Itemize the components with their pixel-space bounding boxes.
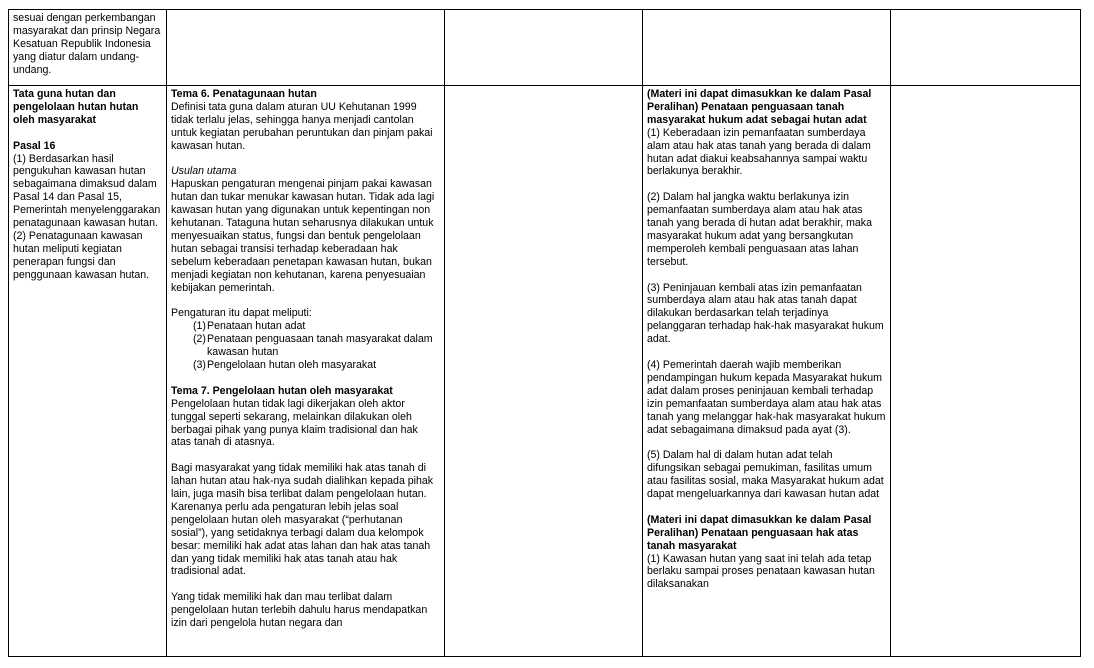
paragraph-bagi: Bagi masyarakat yang tidak memiliki hak atas tanah di lahan hutan atau hak-nya sudah dialihkan kepada pihak lain, juga masih bisa terlibat dalam pengelolaan hutan. Karenanya perlu ada pengaturan lebih jelas soal pengelolaan hutan oleh masyarakat (“perhutanan sosial”), yang setidaknya terbagi dalam dua kelompok besar: memiliki hak adat atas lahan dan hak atas tanah dan yang tidak memiliki hak atas tanah atau hak tradisional adat. [171,462,434,578]
usulan-label: Usulan utama [171,165,237,178]
pengaturan-list [171,320,440,372]
list-number: (1) [193,320,206,333]
pengaturan-intro: Pengaturan itu dapat meliputi: [171,307,312,320]
table-cell [167,86,445,657]
block1-p3: (3) Peninjauan kembali atas izin pemanfaatan sumberdaya alam atau hak atas tanah dapat dilakukan berdasarkan telah terjadinya pelanggaran terhadap hak-hak masyarakat hukum adat. [647,281,884,346]
table-cell [643,86,891,657]
tema6-text: Definisi tata guna dalam aturan UU Kehutanan 1999 tidak terlalu jelas, sehingga hanya menjadi cantolan untuk kegiatan perubahan peruntukan dan pinjam pakai kawasan hutan. [171,100,433,152]
tema6-title: Tema 6. Penatagunaan hutan [171,88,317,100]
list-item [193,333,440,359]
table-cell [445,10,643,86]
table-cell [891,10,1081,86]
table-cell [891,86,1081,657]
tema7-text: Pengelolaan hutan tidak lagi dikerjakan oleh aktor tunggal seperti sekarang, melainkan dilakukan oleh berbagai pihak yang punya klaim tradisional dan hak atas tanah di atasnya. [171,397,418,449]
block1-title: (Materi ini dapat dimasukkan ke dalam Pasal Peralihan) Penataan penguasaan tanah masyarakat hukum adat sebagai hutan adat [647,88,872,126]
document-table [8,9,1081,657]
block2-title: (Materi ini dapat dimasukkan ke dalam Pasal Peralihan) Penataan penguasaan hak atas tanah masyarakat [647,513,872,552]
section-title: Tata guna hutan dan pengelolaan hutan hutan oleh masyarakat [13,88,139,126]
block2-p1: (1) Kawasan hutan yang saat ini telah ada tetap berlaku sampai proses penataan kawasan hutan dilaksanakan [647,552,875,591]
list-text: Pengelolaan hutan oleh masyarakat [207,359,377,371]
paragraph-yang: Yang tidak memiliki hak dan mau terlibat dalam pengelolaan hutan terlebih dahulu harus mendapatkan izin dari pengelola hutan negara dan [171,591,428,630]
table-cell [9,86,167,657]
table-cell [445,86,643,657]
tema7-title: Tema 7. Pengelolaan hutan oleh masyarakat [171,384,393,397]
block1-p1: (1) Keberadaan izin pemanfaatan sumberdaya alam atau hak atas tanah yang berada di dalam hutan adat diakui keabsahannya sampai waktu berlakunya berakhir. [647,126,871,178]
list-text: Penataan hutan adat [207,320,306,333]
table-row [9,10,1081,86]
list-item [193,320,440,333]
table-row [9,86,1081,657]
pasal-text: (1) Berdasarkan hasil pengukuhan kawasan hutan sebagaimana dimaksud dalam Pasal 14 dan Pasal 15, Pemerintah menyelenggarakan penatagunaan kawasan hutan. (2) Penatagunaan kawasan hutan meliputi kegiatan penerapan fungsi dan penggunaan kawasan hutan. [13,152,161,281]
list-text: Penataan penguasaan tanah masyarakat dalam kawasan hutan [207,333,433,359]
pasal-heading: Pasal 16 [13,139,56,152]
block1-p2: (2) Dalam hal jangka waktu berlakunya izin pemanfaatan sumberdaya alam atau hak atas tanah yang berada di hutan adat berakhir, maka masyarakat hukum adat yang bersangkutan memperoleh kembali penguasaan atas lahan tersebut. [647,191,872,268]
usulan-text: Hapuskan pengaturan mengenai pinjam pakai kawasan hutan dan tukar menukar kawasan hutan. Tidak ada lagi kawasan hutan yang digunakan untuk kepentingan non kehutanan. Tataguna hutan seharusnya dilakukan untuk menyesuaikan status, fungsi dan bentuk pengelolaan hutan sebagai transisi terhadap keberadaan hak sebelum keberadaan penetapan kawasan hutan, bukan menjadi kegiatan non kehutanan, karena penyesuaian kebijakan pemerintah. [171,178,435,294]
table-cell [643,10,891,86]
block1-p4: (4) Pemerintah daerah wajib memberikan pendampingan hukum kepada Masyarakat hukum adat dalam proses peninjauan kembali terhadap izin pemanfaatan sumberdaya alam atau hak atas tanah yang melanggar hak-hak masyarakat hukum adat sebagaimana dimaksud pada ayat (3). [647,358,886,436]
list-number: (2) [193,333,206,346]
list-number: (3) [193,359,206,371]
table-cell [9,10,167,86]
list-item [193,359,440,372]
table-cell [167,10,445,86]
block1-p5: (5) Dalam hal di dalam hutan adat telah difungsikan sebagai pemukiman, fasilitas umum atau fasilitas sosial, maka Masyarakat hukum adat dapat mengeluarkannya dari kawasan hutan adat [647,449,884,501]
cell-text: sesuai dengan perkembangan masyarakat dan prinsip Negara Kesatuan Republik Indonesia yang diatur dalam undang-undang. [13,12,161,76]
